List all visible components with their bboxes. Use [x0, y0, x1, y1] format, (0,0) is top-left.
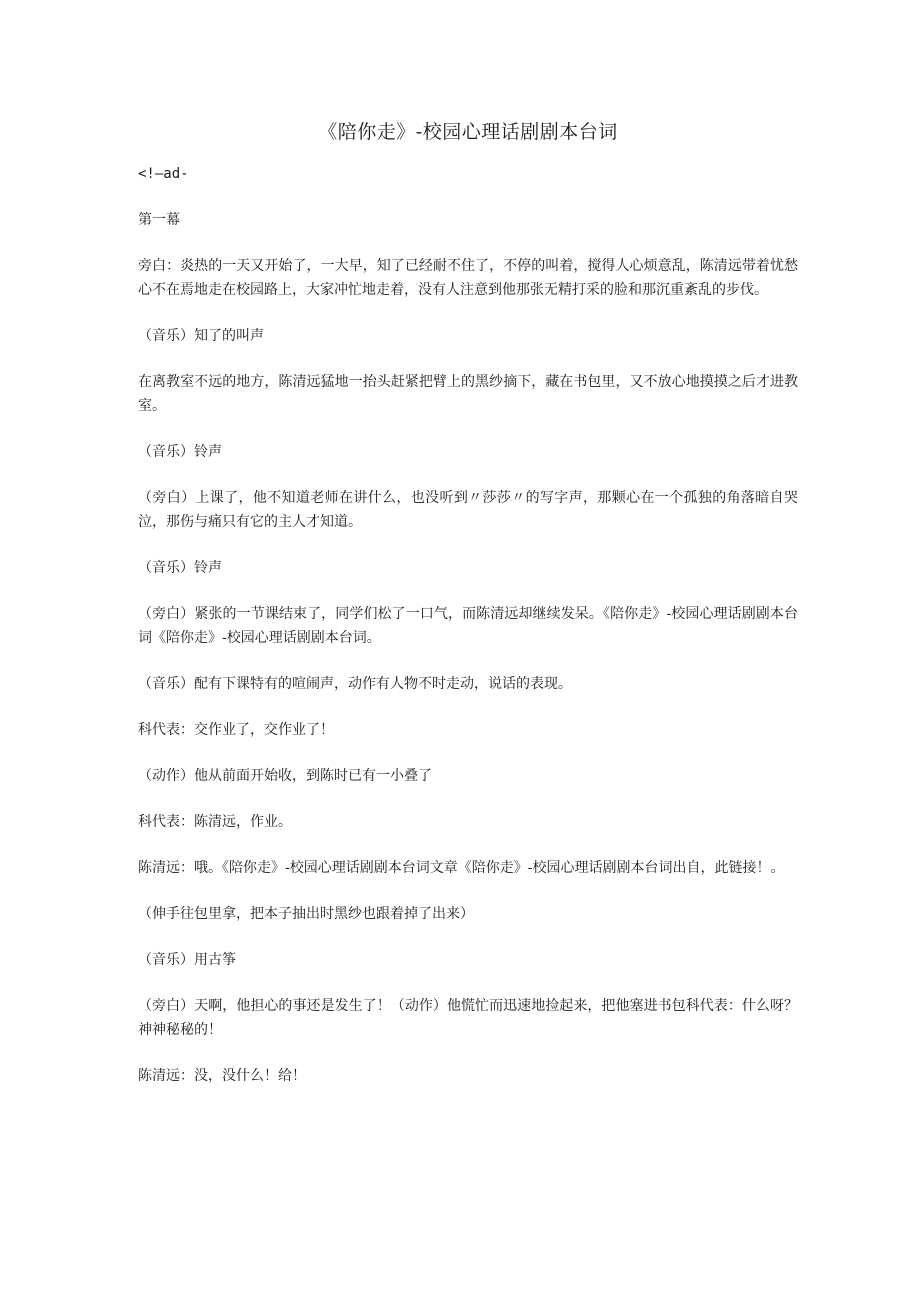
script-paragraph: 科代表：交作业了，交作业了！	[138, 722, 334, 738]
document-page	[138, 118, 798, 1110]
script-paragraph: （音乐）铃声	[138, 444, 222, 460]
script-paragraph: （旁白）上课了，他不知道老师在讲什么，也没听到〃莎莎〃的写字声，那颗心在一个孤独的角落暗自哭泣，那伤与痛只有它的主人才知道。	[138, 490, 798, 530]
script-paragraph: （音乐）知了的叫声	[138, 328, 264, 344]
script-paragraph: 科代表：陈清远，作业。	[138, 814, 292, 830]
script-paragraph: （音乐）铃声	[138, 560, 222, 576]
act-heading: 第一幕	[138, 212, 180, 228]
script-paragraph: 陈清远：没，没什么！给！	[138, 1068, 306, 1084]
script-paragraph: 陈清远：哦。《陪你走》-校园心理话剧剧本台词文章《陪你走》-校园心理话剧剧本台词出自，此链接！。	[138, 860, 785, 876]
script-paragraph: （音乐）用古筝	[138, 952, 236, 968]
document-title: 《陪你走》-校园心理话剧剧本台词	[318, 121, 618, 143]
script-paragraph: 旁白：炎热的一天又开始了，一大早，知了已经耐不住了，不停的叫着，搅得人心烦意乱，陈清远带着忧愁心不在焉地走在校园路上，大家冲忙地走着，没有人注意到他那张无精打采的脸和那沉重紊乱的步伐。	[138, 258, 798, 298]
ad-comment-text: <!—ad-	[138, 166, 189, 182]
script-paragraph: 在离教室不远的地方，陈清远猛地一抬头赶紧把臂上的黑纱摘下，藏在书包里，又不放心地摸摸之后才进教室。	[138, 374, 798, 414]
script-paragraph: （旁白）天啊，他担心的事还是发生了！（动作）他慌忙而迅速地捡起来，把他塞进书包科代表：什么呀？神神秘秘的！	[138, 998, 798, 1038]
script-paragraph: （音乐）配有下课特有的喧闹声，动作有人物不时走动，说话的表现。	[138, 676, 572, 692]
script-paragraph: （伸手往包里拿，把本子抽出时黑纱也跟着掉了出来）	[138, 906, 474, 922]
script-paragraph: （动作）他从前面开始收，到陈时已有一小叠了	[138, 768, 432, 784]
script-paragraph: （旁白）紧张的一节课结束了，同学们松了一口气，而陈清远却继续发呆。《陪你走》-校园心理话剧剧本台词《陪你走》-校园心理话剧剧本台词。	[138, 606, 798, 646]
